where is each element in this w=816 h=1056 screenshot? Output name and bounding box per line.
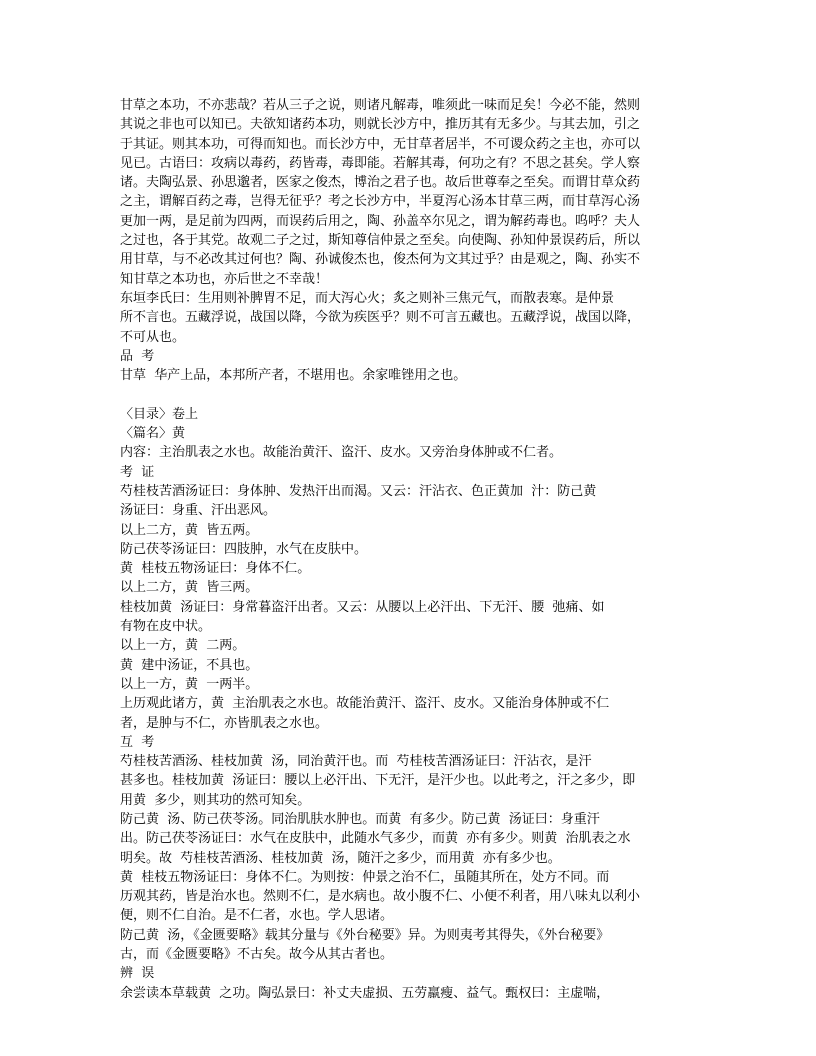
text-line: 其说之非也可以知已。夫欲知诸药本功，则就长沙方中，推历其有无多少。与其去加，引之 (120, 117, 641, 133)
text-line: 用甘草，与不必改其过何也？陶、孙诚俊杰也，俊杰何为文其过乎？由是观之，陶、孙实不 (120, 252, 641, 268)
text-line: 防己黄 汤、防己茯苓汤。同治肌肤水肿也。而黄 有多少。防己黄 汤证曰：身重汗 (120, 811, 600, 827)
text-line: 以上二方，黄 皆三两。 (120, 580, 259, 596)
text-line: 历观其药，皆是治水也。然则不仁，是水病也。故小腹不仁、小便不利者，用八味丸以利小 (120, 889, 641, 905)
text-line: 以上一方，黄 二两。 (120, 638, 246, 654)
text-line: 不可从也。 (120, 329, 186, 345)
text-line: 上历观此诸方，黄 主治肌表之水也。故能治黄汗、盗汗、皮水。又能治身体肿或不仁 (120, 696, 610, 712)
text-line: 所不言也。五藏浮说，战国以降，今欲为疾医乎？则不可言五藏也。五藏浮说，战国以降， (120, 310, 641, 326)
text-line: 余尝读本草载黄 之功。陶弘景曰：补丈夫虚损、五劳羸瘦、益气。甄权曰：主虚喘， (120, 985, 610, 1001)
chapter-title: 〈篇名〉黄 (120, 426, 186, 442)
text-line: 便，则不仁自治。是不仁者，水也。学人思诸。 (120, 908, 394, 924)
text-line: 之过也，各于其党。故观二子之过，斯知尊信仲景之至矣。向使陶、孙知仲景误药后，所以 (120, 233, 641, 249)
section-heading: 考 证 (120, 464, 155, 480)
section-heading: 辨 误 (120, 966, 155, 982)
text-line: 者，是肿与不仁，亦皆肌表之水也。 (120, 715, 329, 731)
text-line: 更加一两，是足前为四两，而误药后用之，陶、孙盖卒尔见之，谓为解药毒也。呜呼？夫人 (120, 213, 641, 229)
text-line: 防己黄 汤，《金匮要略》载其分量与《外台秘要》异。为则夷考其得失，《外台秘要》 (120, 927, 610, 943)
text-line: 黄 桂枝五物汤证曰：身体不仁。 (120, 561, 311, 577)
text-line: 出。防己茯苓汤证曰：水气在皮肤中，此随水气多少，而黄 亦有多少。则黄 治肌表之水 (120, 831, 631, 847)
text-line: 之主，谓解百药之毒，岂得无征乎？考之长沙方中，半夏泻心汤本甘草三两，而甘草泻心汤 (120, 194, 641, 210)
text-line: 内容：主治肌表之水也。故能治黄汗、盗汗、皮水。又旁治身体肿或不仁者。 (120, 445, 563, 461)
section-gancao-ending (120, 96, 686, 385)
section-huangqi (120, 405, 686, 1003)
text-line: 芍桂枝苦酒汤、桂枝加黄 汤，同治黄汗也。而 芍桂枝苦酒汤证曰：汗沾衣，是汗 (120, 754, 592, 770)
text-line: 于其证。则其本功，可得而知也。而长沙方中，无甘草者居半，不可谡众药之主也，亦可以 (120, 136, 641, 152)
text-line: 明矣。故 芍桂枝苦酒汤、桂枝加黄 汤，随汗之多少，而用黄 亦有多少也。 (120, 850, 561, 866)
text-line: 知甘草之本功也，亦后世之不幸哉！ (120, 271, 329, 287)
text-line: 芍桂枝苦酒汤证曰：身体肿、发热汗出而渴。又云：汗沾衣、色正黄加 汁：防己黄 (120, 483, 597, 499)
text-line: 甘草 华产上品，本邦所产者，不堪用也。余家唯锉用之也。 (120, 368, 467, 384)
text-line: 见已。古语曰：攻病以毒药，药皆毒，毒即能。若解其毒，何功之有？不思之甚矣。学人察 (120, 155, 641, 171)
text-line: 防己茯苓汤证曰：四肢肿，水气在皮肤中。 (120, 541, 368, 557)
text-line: 桂枝加黄 汤证曰：身常暮盗汗出者。又云：从腰以上必汗出、下无汗、腰 弛痛、如 (120, 599, 605, 615)
text-line: 有物在皮中状。 (120, 619, 212, 635)
document-page (120, 96, 686, 1003)
text-line: 以上一方，黄 一两半。 (120, 676, 259, 692)
section-heading: 互 考 (120, 734, 155, 750)
section-heading: 品 考 (120, 348, 155, 364)
text-line: 以上二方，黄 皆五两。 (120, 522, 259, 538)
text-line: 汤证曰：身重、汗出恶风。 (120, 503, 277, 519)
text-line: 甘草之本功，不亦悲哉？若从三子之说，则诸凡解毒，唯须此一味而足矣！今必不能，然则 (120, 98, 641, 113)
text-line: 诸。夫陶弘景、孙思邈者，医家之俊杰，博治之君子也。故后世尊奉之至矣。而谓甘草众药 (120, 175, 641, 191)
text-line: 黄 桂枝五物汤证曰：身体不仁。为则按：仲景之治不仁，虽随其所在，处方不同。而 (120, 869, 610, 885)
text-line: 东垣李氏曰：生用则补脾胃不足，而大泻心火；炙之则补三焦元气，而散表寒。是仲景 (120, 290, 615, 306)
blank-line (120, 385, 686, 404)
text-line: 用黄 多少，则其功的然可知矣。 (120, 792, 311, 808)
catalog-label: 〈目录〉卷上 (120, 406, 199, 422)
text-line: 黄 建中汤证，不具也。 (120, 657, 259, 673)
text-line: 古，而《金匮要略》不古矣。故今从其古者也。 (120, 947, 394, 963)
text-line: 甚多也。桂枝加黄 汤证曰：腰以上必汗出、下无汗，是汗少也。以此考之，汗之多少，即 (120, 773, 636, 789)
